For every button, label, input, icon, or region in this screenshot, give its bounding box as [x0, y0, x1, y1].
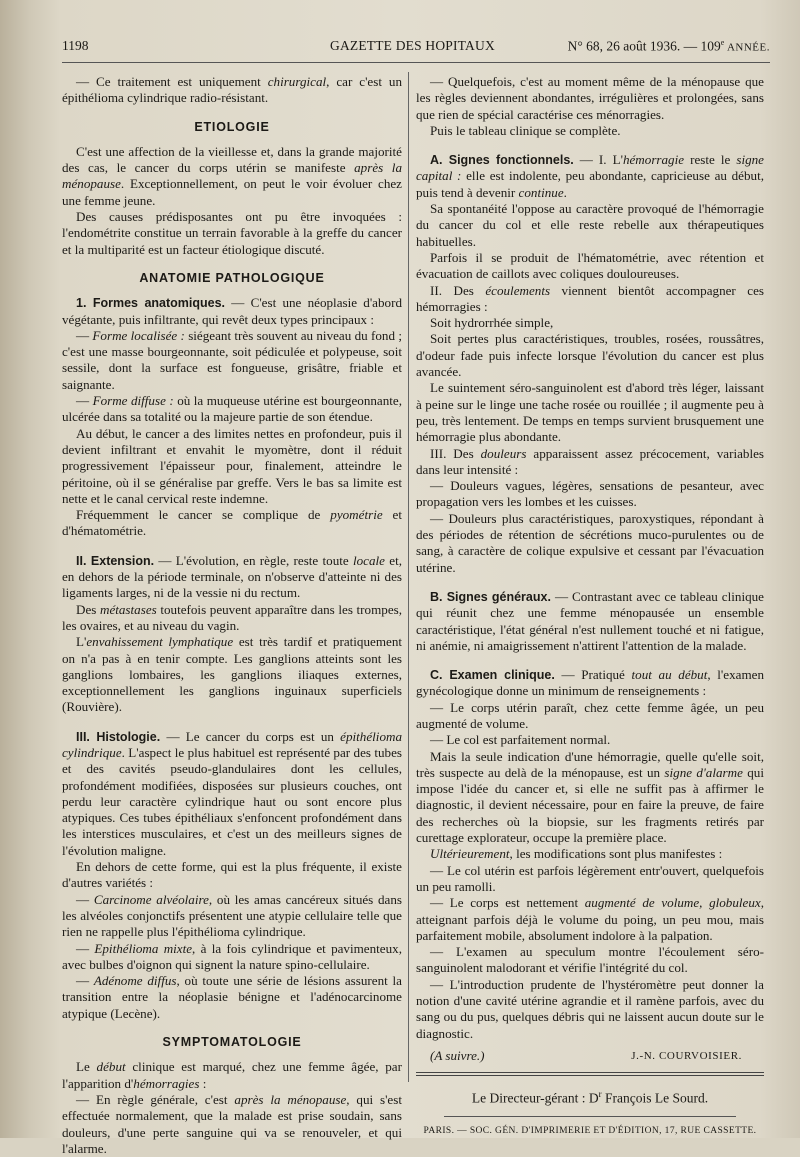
col-entrouvert: — Le col utérin est parfois légèrement entr'ouvert, quelquefois un peu ramolli.: [416, 862, 764, 894]
symptomatologie-regle: — En règle générale, c'est après la ménopause, qui s'est effectuée normalement, que la malade est prise soudain, sans douleurs, d'une perte sanguine qui va se renouveler, et qui l'alarme.: [62, 1091, 402, 1156]
section-heading-etiologie: ETIOLOGIE: [194, 119, 270, 134]
column-divider: [408, 72, 409, 1082]
hydrorrhee-paragraph: Soit hydrorrhée simple,: [430, 315, 554, 331]
speculum-paragraph: — L'examen au speculum montre l'écoulement séro-sanguinolent malodorant et vérifie l'intégrité du col.: [416, 944, 764, 976]
spontaneite-paragraph: Sa spontanéité l'oppose au caractère provoqué de l'hémorragie du cancer du col et elle reste rebelle aux thérapeutiques habituelles.: [416, 201, 764, 249]
carcinome-paragraph: — Carcinome alvéolaire, où les amas cancéreux situés dans les alvéoles conjonctifs présentent une atypie cellulaire telle que rien ne rappelle plus l'épithélioma cylindrique.: [62, 891, 403, 940]
section-heading-symptomatologie: SYMPTOMATOLOGIE: [162, 1035, 302, 1050]
suintement-paragraph: Le suintement séro-sanguinolent est d'abord très léger, laissant à peine sur le linge une tache rosée ou rouillée ; il augmente peu à peu, très lentement. De temps en temps survient brusquement une hémorragie plus abondante.: [416, 380, 764, 445]
frequemment-paragraph: Fréquemment le cancer se complique de pyométrie et d'hématométrie.: [62, 507, 402, 539]
corps-augmente: — Le corps est nettement augmenté de volume, globuleux, atteignant parfois déjà le volume du poing, un peu mou, mais parfaitement mobile, absolument indolore à la palpation.: [416, 895, 764, 943]
ecoulements-paragraph: II. Des écoulements viennent bientôt accompagner ces hémorragies :: [416, 282, 764, 314]
footer-rule: [444, 1116, 736, 1117]
header-rule: [62, 62, 770, 63]
puis-paragraph: Puis le tableau clinique se complète.: [430, 122, 621, 138]
pertes-paragraph: Soit pertes plus caractéristiques, troubles, rosées, roussâtres, d'odeur fade puis infecte lorsque l'évolution du cancer est plus avancée.: [416, 331, 764, 380]
douleurs-vagues: — Douleurs vagues, légères, sensations de pesanteur, avec propagation vers les lombes et les cuisses.: [416, 478, 764, 510]
symptomatologie-debut: Le début clinique est marqué, chez une femme âgée, par l'apparition d'hémorragies :: [62, 1059, 402, 1091]
right-column: [416, 74, 764, 1139]
forme-diffuse: — Forme diffuse : où la muqueuse utérine est bourgeonnante, ulcérée dans sa totalité ou la majeure partie de son étendue.: [62, 393, 402, 425]
douleurs-caracteristiques: — Douleurs plus caractéristiques, paroxystiques, répondant à des périodes de rétention de sécrétions muco-purulentes ou de sang, à caractère de colique expulsive et cessant par l'évacuation utérine.: [416, 510, 764, 575]
parfois-paragraph: Parfois il se produit de l'hématométrie, avec rétention et évacuation de caillots avec coliques douloureuses.: [416, 249, 764, 282]
ulterieurement-paragraph: Ultérieurement, les modifications sont plus manifestes :: [430, 846, 723, 862]
issue-info: N° 68, 26 août 1936. — 109e ANNÉE.: [567, 38, 770, 54]
corps-paragraph: — Le corps utérin paraît, chez cette femme âgée, un peu augmenté de volume.: [416, 699, 764, 731]
introduction-paragraph: — L'introduction prudente de l'hystéromètre peut donner la notion d'une cavité utérine agrandie et il ramène parfois, avec du sang ou du pus, quelques débris qui ne laissent aucun doute sur le diagnostic.: [416, 976, 764, 1041]
printer-line: PARIS. — SOC. GÉN. D'IMPRIMERIE ET D'ÉDITION, 17, RUE CASSETTE.: [423, 1126, 757, 1137]
dehors-paragraph: En dehors de cette forme, qui est la plus fréquente, il existe d'autres variétés :: [62, 859, 402, 891]
etiologie-paragraph: C'est une affection de la vieillesse et, dans la grande majorité des cas, le cancer du corps utérin se manifeste après la ménopause. Exceptionnellement, on peut le voir évoluer chez une femme jeune.: [62, 143, 402, 208]
signature-line: [416, 1048, 764, 1064]
author-name: J.-N. COURVOISIER.: [631, 1049, 742, 1062]
page-number: 1198: [62, 38, 89, 53]
extension-paragraph: II. Extension. — L'évolution, en règle, reste toute locale et, en dehors de la période terminale, on n'observe d'atteinte ni des ligaments larges, ni de la vessie ni du rectum.: [62, 552, 403, 601]
signes-fonctionnels-paragraph: A. Signes fonctionnels. — I. L'hémorragie reste le signe capital : elle est indolente, peu abondante, capricieuse au début, puis tend à devenir continue.: [416, 152, 764, 200]
to-be-continued: (A suivre.): [430, 1047, 485, 1063]
section-heading-anatomie: ANATOMIE PATHOLOGIQUE: [139, 270, 325, 285]
signes-generaux-paragraph: B. Signes généraux. — Contrastant avec ce tableau clinique qui réunit chez une femme ménopausée un ensemble caractéristique, l'état général n'est nullement touché et ni fatigue, ni anémie, ni amaigrissement n'attirent l'attention de la malade.: [416, 588, 764, 653]
mixte-paragraph: — Epithélioma mixte, à la fois cylindrique et pavimenteux, avec bulbes d'oignon qui signent la nature spino-cellulaire.: [62, 940, 402, 972]
envahissement-paragraph: L'envahissement lymphatique est très tardif et pratiquement on n'a pas à en tenir compte. Les ganglions atteints sont les ganglions lombaires, les ganglions iliaques externes, exceptionnellement les ganglions inguinaux superficiels (Rouvière).: [62, 634, 403, 715]
debut-paragraph: Au début, le cancer a des limites nettes en profondeur, puis il devient infiltrant et envahit le myomètre, dont il réduit progressivement l'épaisseur pour, finalement, atteindre le péritoine, où il se généralise par greffe. Vers le bas sa limite est nette et le canal cervical reste indemne.: [62, 425, 402, 506]
histologie-paragraph: III. Histologie. — Le cancer du corps est un épithélioma cylindrique. L'aspect le plus habituel est représenté par des tubes et des cavités pseudo-glandulaires dont les cellules, profondément modifiées, disposées sur plusieurs couches, ont perdu leur caractère cylindrique haut ou sont encore plus atypiques. Ces tubes épithéliaux s'enfoncent profondément dans les interstices musculaires, et c'est un des meilleurs signes de l'évolution maligne.: [62, 728, 402, 858]
col-paragraph: — Le col est parfaitement normal.: [430, 732, 611, 748]
double-rule: [416, 1072, 764, 1076]
etiologie-causes: Des causes prédisposantes ont pu être invoquées : l'endométrite constitue un terrain favorable à la greffe du cancer et la multiparité est un facteur étiologique discuté.: [62, 209, 402, 257]
intro-paragraph: — Ce traitement est uniquement chirurgical, car c'est un épithélioma cylindrique radio-résistant.: [62, 74, 403, 106]
mais-paragraph: Mais la seule indication d'une hémorragie, quelle qu'elle soit, très suspecte au delà de la ménopause, est un signe d'alarme qui impose l'idée du cancer et, si elle ne suffit pas à affirmer le diagnostic, il devient nécessaire, pour en faire la preuve, de faire des recherches où la biopsie, sur les fragments retirés par curettage explorateur, occupe la première place.: [416, 748, 764, 846]
formes-paragraph: 1. Formes anatomiques. — C'est une néoplasie d'abord végétante, puis infiltrante, qui revêt deux types principaux :: [62, 295, 402, 327]
adenome-paragraph: — Adénome diffus, où toute une série de lésions assurent la transition entre la néoplasie bénigne et l'adénocarcinome atypique (Lecène).: [62, 973, 402, 1021]
metastases-paragraph: Des métastases toutefois peuvent apparaître dans les trompes, les ovaires, et au niveau du vagin.: [62, 601, 402, 633]
examen-clinique-paragraph: C. Examen clinique. — Pratiqué tout au début, l'examen gynécologique donne un minimum de renseignements :: [416, 667, 764, 699]
page-header: [62, 38, 770, 58]
journal-title: GAZETTE DES HOPITAUX: [330, 38, 495, 53]
director-line: Le Directeur-gérant : $D^r$ François Le Sourd.: [471, 1089, 709, 1106]
quelquefois-paragraph: — Quelquefois, c'est au moment même de la ménopause que les règles deviennent abondantes, irrégulières et prolongées, sans que rien de spécial caractérise ces ménorragies.: [416, 74, 764, 122]
douleurs-paragraph: III. Des douleurs apparaissent assez précocement, variables dans leur intensité :: [416, 445, 765, 477]
forme-localisee: — Forme localisée : siégeant très souvent au niveau du fond ; c'est une masse bourgeonnante, soit pédiculée et polypeuse, soit sessile, dont la surface est fongueuse, grisâtre, friable et saignante.: [62, 327, 402, 392]
left-column: [62, 74, 402, 1157]
